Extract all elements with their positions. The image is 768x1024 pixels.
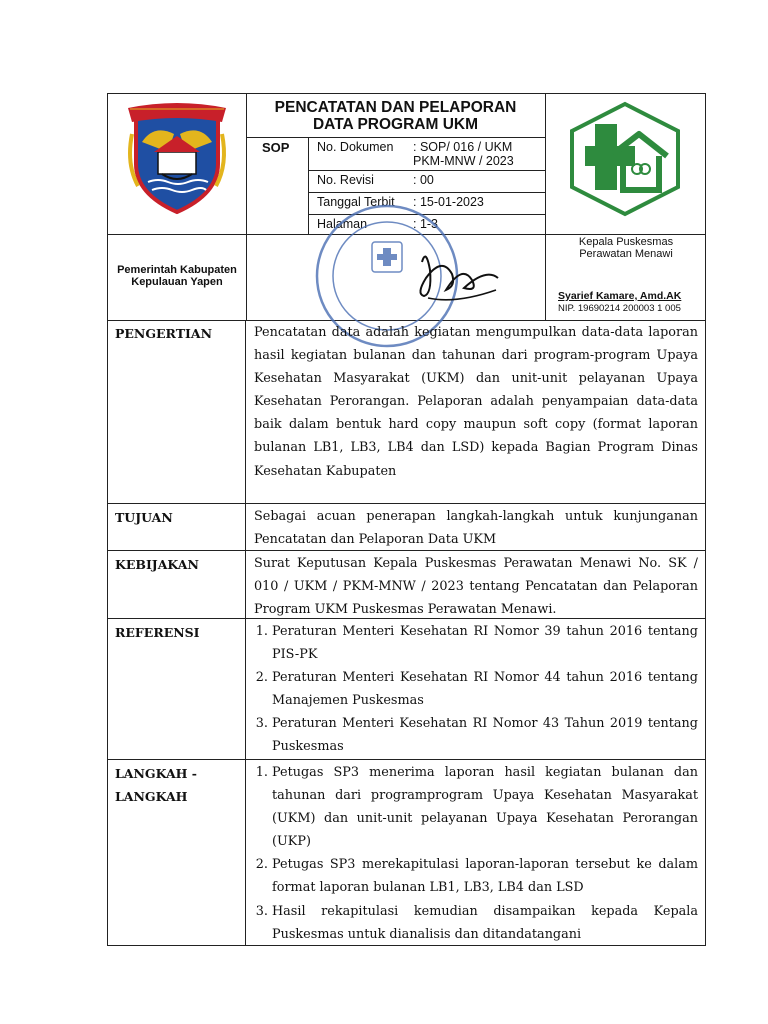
puskesmas-logo-icon	[545, 94, 705, 234]
list-item: 2. Peraturan Menteri Kesehatan RI Nomor 44 tahun 2016 tentang Manajemen Puskesmas	[272, 666, 698, 712]
row-kebijakan	[108, 551, 705, 619]
government-cell	[108, 234, 247, 320]
row-label: TUJUAN	[108, 504, 246, 550]
row-label: PENGERTIAN	[108, 320, 246, 503]
official-stamp-icon	[246, 234, 545, 320]
document-meta	[246, 137, 545, 235]
puskesmas-logo-cell	[545, 94, 705, 234]
meta-value: : SOP/ 016 / UKM PKM-MNW / 2023	[413, 140, 514, 168]
meta-row-revisi	[309, 171, 546, 193]
list-item: 3. Hasil rekapitulasi kemudian disampaikan kepada Kepala Puskesmas untuk dianalisis dan ditandatangani	[272, 900, 698, 946]
meta-key: No. Dokumen	[317, 140, 394, 154]
sop-document	[107, 93, 706, 946]
meta-row-dokumen	[309, 138, 546, 171]
government-name: Pemerintah Kabupaten Kepulauan Yapen	[117, 264, 237, 288]
list-item: 1. Petugas SP3 menerima laporan hasil kegiatan bulanan dan tahunan dari programprogram Upaya Kesehatan Masyarakat (UKM) dan unit-unit pelayanan Upaya Kesehatan Perorangan (UKP)	[272, 761, 698, 853]
row-label: REFERENSI	[108, 619, 246, 759]
row-list	[246, 760, 705, 946]
approval-row	[108, 234, 705, 321]
list-item: 1. Peraturan Menteri Kesehatan RI Nomor 39 tahun 2016 tentang PIS-PK	[272, 620, 698, 666]
meta-key: No. Revisi	[317, 173, 374, 187]
head-nip: NIP. 19690214 200003 1 005	[558, 303, 681, 314]
head-signature-cell	[545, 234, 706, 320]
row-langkah	[108, 760, 705, 945]
regional-logo-cell	[108, 94, 247, 234]
meta-key: Tanggal Terbit	[317, 195, 395, 209]
document-header	[108, 94, 705, 235]
langkah-list	[254, 761, 698, 946]
row-text: Pencatatan data adalah kegiatan mengumpulkan data-data laporan hasil kegiatan bulanan dan tahunan dari program-program Upaya Kesehatan Masyarakat (UKM) dan unit-unit pelayanan Upaya Kesehatan Perorangan. Pelaporan adalah penyampaian data-data baik dalam bentuk hard copy maupun soft copy (format laporan bulanan LB1, LB3, LB4 dan LSD) kepada Bagian Program Dinas Kesehatan Kabupaten	[254, 325, 698, 479]
row-text: Surat Keputusan Kepala Puskesmas Perawatan Menawi No. SK / 010 / UKM / PKM-MNW / 2023 tentang Pencatatan dan Pelaporan Program UKM Puskesmas Perawatan Menawi.	[254, 556, 698, 618]
row-label: LANGKAH - LANGKAH	[108, 760, 246, 945]
row-label: KEBIJAKAN	[108, 551, 246, 618]
row-tujuan	[108, 504, 705, 551]
sop-label: SOP	[262, 140, 290, 155]
row-pengertian	[108, 320, 705, 504]
head-name: Syarief Kamare, Amd.AK	[558, 290, 682, 302]
row-referensi	[108, 619, 705, 760]
document-title: PENCATATAN DAN PELAPORAN DATA PROGRAM UKM	[274, 99, 517, 133]
meta-value: : 15-01-2023	[413, 195, 484, 209]
head-title: Kepala Puskesmas Perawatan Menawi	[578, 236, 674, 260]
referensi-list	[254, 620, 698, 759]
list-item: 2. Petugas SP3 merekapitulasi laporan-laporan tersebut ke dalam format laporan bulanan LB1, LB3, LB4 dan LSD	[272, 853, 698, 899]
row-text: Sebagai acuan penerapan langkah-langkah untuk kunjunganan Pencatatan dan Pelaporan Data UKM	[254, 509, 698, 548]
title-and-meta-cell	[246, 94, 546, 234]
meta-row-tanggal	[309, 193, 546, 215]
row-list	[246, 619, 705, 759]
meta-key: Halaman	[317, 217, 368, 231]
meta-value: : 1-3	[413, 217, 439, 231]
kepulauan-yapen-emblem-icon	[108, 94, 246, 234]
meta-value: : 00	[413, 173, 434, 187]
list-item: 3. Peraturan Menteri Kesehatan RI Nomor 43 Tahun 2019 tentang Puskesmas	[272, 712, 698, 758]
